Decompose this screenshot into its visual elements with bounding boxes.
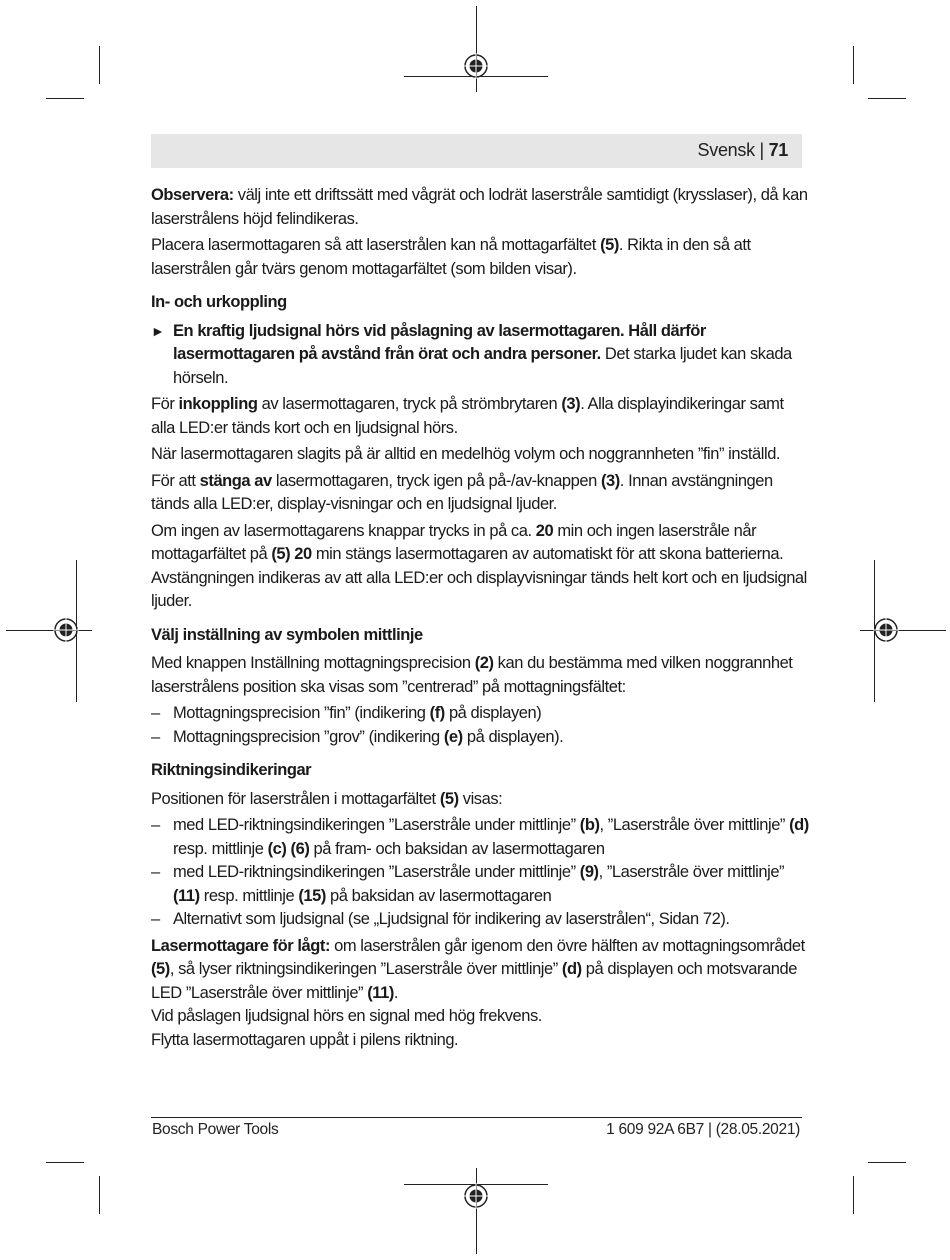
text: Alternativt som ljudsignal (se „Ljudsignal för indikering av laserstrålen“, Sidan 72).	[173, 910, 730, 928]
text: Placera lasermottagaren så att laserstrålen kan nå mottagarfältet	[151, 236, 601, 254]
registration-target-icon	[873, 617, 899, 643]
text: kan du bestämma med vilken noggrannhet laserstrålens position ska visas som ”centrerad” på mottagningsfältet:	[151, 654, 793, 696]
reference: (11)	[367, 983, 394, 1002]
registration-target-icon	[53, 617, 79, 643]
emphasis: stänga av	[199, 471, 272, 490]
text: , så lyser riktningsindikeringen ”Laserstråle över mittlinje”	[169, 960, 562, 978]
text: min och ingen laserstråle når mottagarfältet på	[151, 521, 757, 563]
text: på fram- och baksidan av lasermottagaren	[309, 839, 605, 858]
note-label: Observera:	[151, 186, 234, 204]
header-text	[698, 140, 788, 161]
dash-marker: –	[151, 863, 160, 881]
paragraph-default: När lasermottagaren slagits på är alltid en medelhög volym och noggrannheten ”fin” inställd.	[151, 445, 781, 463]
dash-marker: –	[151, 910, 160, 928]
text: på displayen och motsvarande LED ”Laserstråle över mittlinje”	[151, 960, 797, 1002]
text: Mottagningsprecision ”grov” (indikering	[173, 727, 444, 746]
registration-target-icon	[463, 53, 489, 79]
registration-target-icon	[463, 1183, 489, 1209]
dash-marker: –	[151, 704, 160, 722]
paragraph-signal: Vid påslagen ljudsignal hörs en signal med hög frekvens.	[151, 1007, 542, 1025]
reference: (d)	[561, 960, 582, 978]
reference: (5)	[600, 236, 619, 254]
text: resp. mittlinje	[199, 886, 299, 905]
paragraph-direction-intro	[151, 788, 811, 812]
warning-item	[151, 320, 811, 391]
dash-marker: –	[151, 727, 160, 746]
section-heading: Välj inställning av symbolen mittlinje	[151, 625, 423, 644]
section-heading: In- och urkoppling	[151, 293, 287, 311]
text: , ”Laserstråle över mittlinje”	[599, 816, 790, 834]
text: resp. mittlinje	[173, 839, 268, 858]
text: För att	[151, 471, 200, 490]
paragraph-precision-intro	[151, 652, 811, 699]
paragraph-auto-off	[151, 520, 811, 614]
text: om laserstrålen går igenom den övre hälften av mottagningsområdet	[330, 936, 805, 955]
paragraph-note	[151, 184, 811, 231]
header-language: Svensk	[697, 140, 755, 160]
emphasis: inkoppling	[178, 395, 258, 413]
crop-mark	[99, 46, 100, 84]
note-text: välj inte ett driftssätt med vågrät och lodrät laserstråle samtidigt (krysslaser), då kan laserstrålens höjd felindikeras.	[151, 186, 808, 228]
emphasis: (5) 20	[271, 545, 312, 563]
page-number: 71	[768, 140, 788, 160]
page-content	[151, 184, 811, 1052]
footer-brand: Bosch Power Tools	[152, 1121, 279, 1138]
warning-text: Det starka ljudet kan skada hörseln.	[173, 345, 792, 387]
reference: (15)	[298, 886, 326, 905]
reference: (11)	[173, 886, 200, 905]
crop-mark	[868, 1162, 906, 1163]
text: För	[151, 395, 179, 413]
footer-divider	[151, 1117, 802, 1118]
page-header	[151, 134, 802, 168]
text: Positionen för laserstrålen i mottagarfältet	[151, 789, 440, 808]
paragraph-switch-on	[151, 393, 811, 440]
emphasis: 20	[535, 521, 554, 540]
text: på displayen).	[462, 727, 564, 746]
text: . Rikta in den så att laserstrålen går tvärs genom mottagarfältet (som bilden visar).	[151, 236, 751, 278]
text: . Innan avstängningen tänds alla LED:er, display-visningar och en ljudsignal ljuder.	[151, 471, 773, 513]
text: av lasermottagaren, tryck på strömbrytaren	[257, 395, 562, 413]
registration-line	[6, 630, 92, 631]
text: Mottagningsprecision ”fin” (indikering	[173, 704, 430, 722]
text: lasermottagaren, tryck igen på på-/av-knappen	[271, 471, 601, 490]
crop-mark	[46, 98, 84, 99]
paragraph-switch-off	[151, 470, 811, 517]
reference: (3)	[561, 395, 581, 413]
paragraph-too-low	[151, 935, 811, 1006]
list-item	[151, 702, 811, 726]
reference: (f)	[429, 704, 445, 722]
crop-mark	[853, 46, 854, 84]
reference: (9)	[579, 863, 599, 881]
list-item	[151, 814, 811, 861]
footer-doc-id: 1 609 92A 6B7 | (28.05.2021)	[606, 1121, 800, 1138]
crop-mark	[46, 1162, 84, 1163]
reference: (d)	[789, 816, 809, 834]
reference: (2)	[474, 654, 494, 672]
section-heading: Riktningsindikeringar	[151, 761, 312, 779]
text: Om ingen av lasermottagarens knappar trycks in på ca.	[151, 521, 536, 540]
list-item	[151, 861, 811, 908]
reference: (b)	[579, 816, 600, 834]
dash-marker: –	[151, 816, 160, 834]
reference: (c) (6)	[267, 839, 310, 858]
text: med LED-riktningsindikeringen ”Laserstråle under mittlinje”	[173, 816, 580, 834]
reference: (5)	[439, 789, 459, 808]
text: med LED-riktningsindikeringen ”Laserstråle under mittlinje”	[173, 863, 580, 881]
registration-line	[476, 6, 477, 92]
text: Med knappen Inställning mottagningsprecision	[151, 654, 475, 672]
crop-mark	[868, 98, 906, 99]
paragraph-placement	[151, 234, 811, 281]
warning-bold: En kraftig ljudsignal hörs vid påslagning av lasermottagaren. Håll därför lasermottagaren på avstånd från örat och andra personer.	[173, 321, 706, 363]
text: visas:	[458, 789, 503, 808]
text: , ”Laserstråle över mittlinje”	[598, 863, 785, 881]
crop-mark	[99, 1176, 100, 1214]
emphasis: Lasermottagare för lågt:	[151, 936, 330, 955]
text: . Alla displayindikeringar samt alla LED:er tänds kort och en ljudsignal hörs.	[151, 395, 784, 437]
warning-triangle-icon: ►	[151, 322, 165, 339]
text: på displayen)	[444, 704, 542, 722]
reference: (3)	[600, 471, 620, 490]
text: på baksidan av lasermottagaren	[325, 886, 552, 905]
text: .	[393, 983, 399, 1002]
reference: (e)	[443, 727, 463, 746]
crop-mark	[853, 1176, 854, 1214]
header-separator: |	[759, 140, 764, 160]
text: min stängs lasermottagaren av automatiskt för att skona batterierna. Avstängningen indikeras av att alla LED:er och displayvisningar tänds helt kort och en ljudsignal ljuder.	[151, 545, 807, 610]
list-item	[151, 908, 811, 932]
list-item	[151, 726, 811, 750]
reference: (5)	[151, 960, 170, 978]
registration-line	[476, 1168, 477, 1254]
paragraph-move: Flytta lasermottagaren uppåt i pilens riktning.	[151, 1030, 459, 1049]
